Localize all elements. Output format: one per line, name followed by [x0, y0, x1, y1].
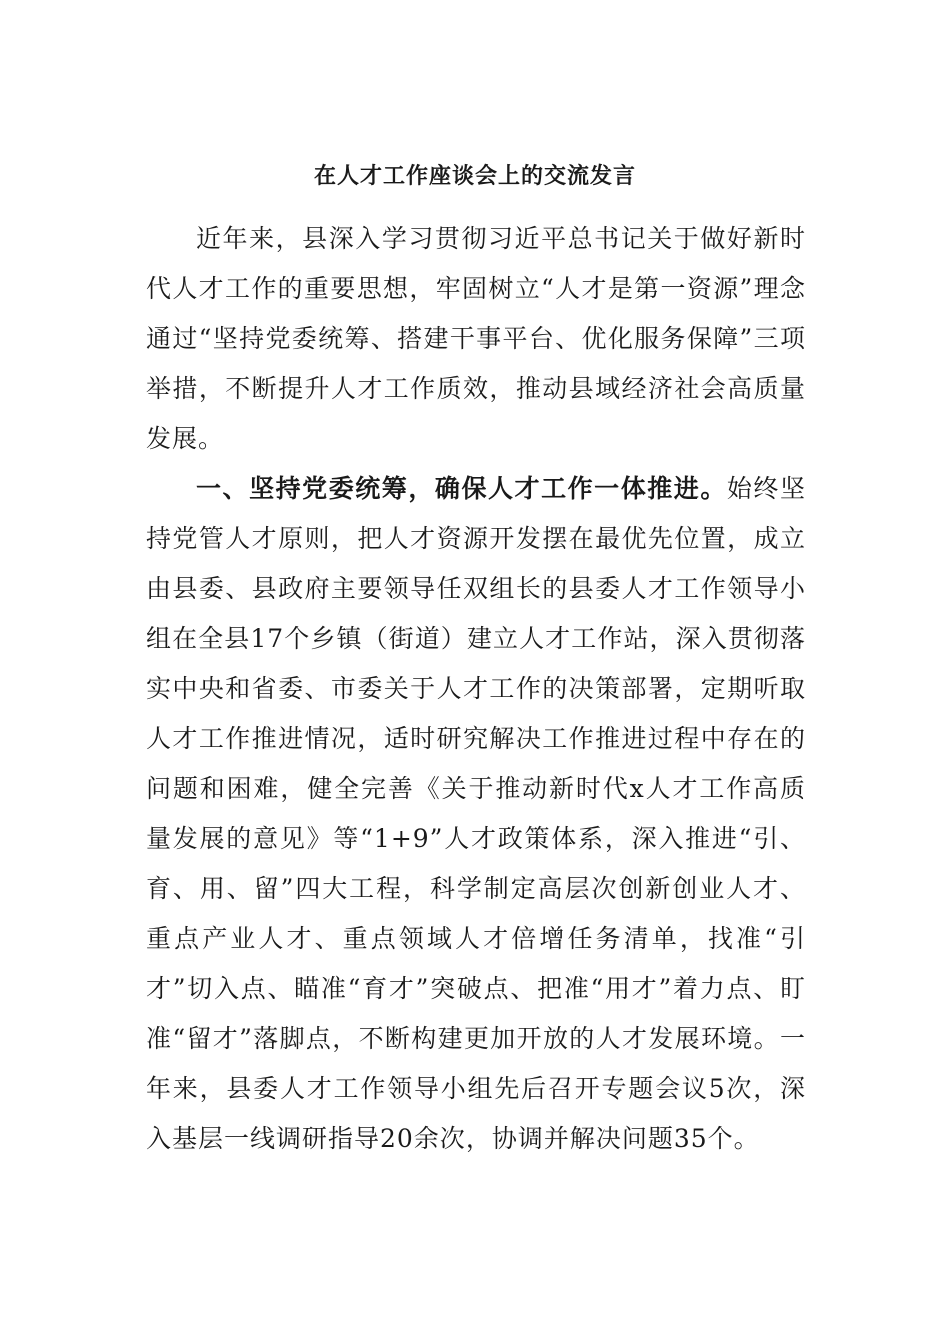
paragraph-text: 始终坚持党管人才原则，把人才资源开发摆在最优先位置，成立由县委、县政府主要领导任双组长的县委人才工作领导小组在全县17个乡镇（街道）建立人才工作站，深入贯彻落实中央和省委、市委关于人才工作的决策部署，定期听取人才工作推进情况，适时研究解决工作推进过程中存在的问题和困难，健全完善《关于推动新时代x人才工作高质量发展的意见》等“1+9”人才政策体系，深入推进“引、育、用、留”四大工程，科学制定高层次创新创业人才、重点产业人才、重点领域人才倍增任务清单，找准“引才”切入点、瞄准“育才”突破点、把准“用才”着力点、盯准“留才”落脚点，不断构建更加开放的人才发展环境。一年来，县委人才工作领导小组先后召开专题会议5次，深入基层一线调研指导20余次，协调并解决问题35个。 [146, 474, 806, 1153]
intro-paragraph [146, 214, 806, 464]
document-title: 在人才工作座谈会上的交流发言 [313, 163, 636, 189]
section-heading: 一、坚持党委统筹，确保人才工作一体推进。 [196, 474, 727, 503]
paragraph-text: 近年来，县深入学习贯彻习近平总书记关于做好新时代人才工作的重要思想，牢固树立“人才是第一资源”理念通过“坚持党委统筹、搭建干事平台、优化服务保障”三项举措，不断提升人才工作质效，推动县域经济社会高质量发展。 [146, 224, 806, 453]
section-one-paragraph [146, 464, 806, 1164]
document-body [146, 214, 806, 1164]
